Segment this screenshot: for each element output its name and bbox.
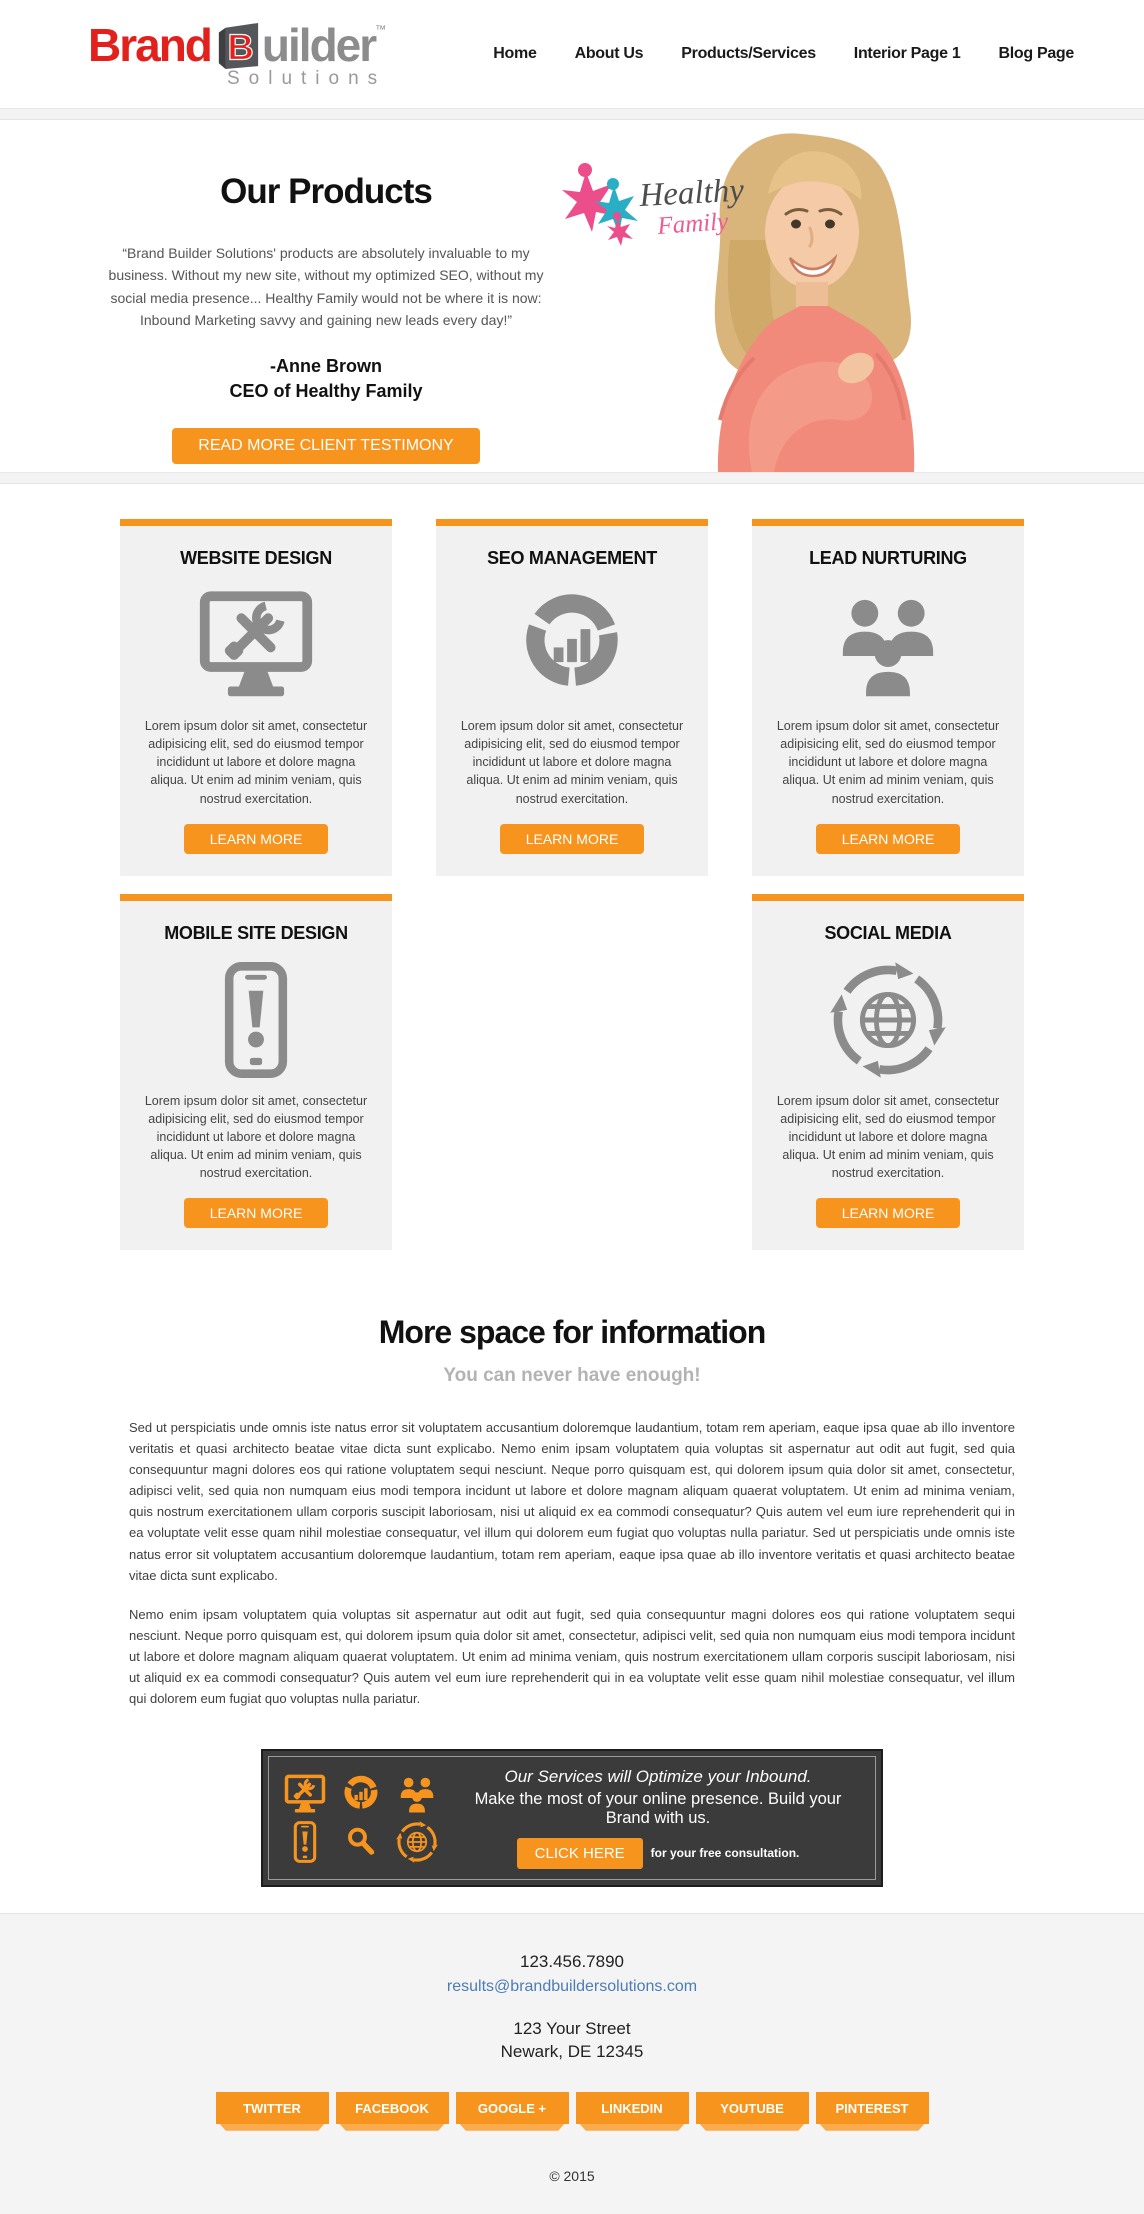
facebook-button[interactable]: FACEBOOK — [336, 2092, 449, 2124]
monitor-tools-icon — [283, 1772, 327, 1816]
phone-alert-icon — [138, 956, 374, 1084]
learn-more-button-lead-nurturing[interactable]: LEARN MORE — [816, 824, 961, 854]
card-seo-management — [436, 519, 708, 876]
card-lead-nurturing — [752, 519, 1024, 876]
banner-subheadline: Make the most of your online presence. Build your Brand with us. — [474, 1789, 842, 1827]
monitor-tools-icon — [138, 581, 374, 709]
pinterest-button[interactable]: PINTEREST — [816, 2092, 929, 2124]
footer-address-line2: Newark, DE 12345 — [500, 2041, 644, 2061]
nav-item-products-services[interactable]: Products/Services — [681, 45, 816, 62]
card-description: Lorem ipsum dolor sit amet, consectetur adipisicing elit, sed do eiusmod tempor incididunt ut labore et dolore magna aliqua. Ut enim ad minim veniam, quis nostrud exercitation. — [144, 719, 368, 806]
copyright: © 2015 — [549, 2167, 595, 2184]
testimonial-quote: “Brand Builder Solutions' products are absolutely invaluable to my business. Without my new site, without my optimized SEO, without my social media presence... Healthy Family would not be where it is now: Inbound Marketing savvy and gaining new leads every day!” — [108, 245, 544, 329]
learn-more-button-website-design[interactable]: LEARN MORE — [184, 824, 329, 854]
site-footer — [0, 1913, 1144, 2214]
nav-item-about-us[interactable]: About Us — [574, 45, 644, 62]
card-description: Lorem ipsum dolor sit amet, consectetur adipisicing elit, sed do eiusmod tempor incididunt ut labore et dolore magna aliqua. Ut enim ad minim veniam, quis nostrud exercitation. — [776, 1093, 1000, 1181]
magnifier-icon — [339, 1820, 383, 1864]
divider-band-2 — [0, 472, 1144, 484]
nav-item-blog-page[interactable]: Blog Page — [998, 45, 1074, 62]
card-social-media — [752, 894, 1024, 1251]
donut-chart-icon — [339, 1772, 383, 1816]
banner-icon-grid — [283, 1772, 439, 1864]
info-section — [0, 1268, 1144, 1709]
card-title: MOBILE SITE DESIGN — [164, 922, 348, 943]
phone-alert-icon — [283, 1820, 327, 1864]
card-title: SEO MANAGEMENT — [487, 548, 657, 568]
banner-after-button-text: for your free consultation. — [650, 1846, 800, 1861]
card-description: Lorem ipsum dolor sit amet, consectetur adipisicing elit, sed do eiusmod tempor incididunt ut labore et dolore magna aliqua. Ut enim ad minim veniam, quis nostrud exercitation. — [776, 719, 1000, 806]
nav-item-home[interactable]: Home — [493, 45, 537, 62]
logo-cube-icon — [215, 20, 261, 70]
learn-more-button-social-media[interactable]: LEARN MORE — [816, 1198, 961, 1228]
card-title: LEAD NURTURING — [809, 548, 967, 568]
linkedin-button[interactable]: LINKEDIN — [576, 2092, 689, 2124]
donut-chart-icon — [454, 581, 690, 709]
learn-more-button-mobile-site-design[interactable]: LEARN MORE — [184, 1198, 329, 1228]
google-plus-button[interactable]: GOOGLE + — [456, 2092, 569, 2124]
footer-email-link[interactable]: results@brandbuildersolutions.com — [446, 1977, 698, 1995]
info-subtitle: You can never have enough! — [443, 1365, 701, 1387]
divider-band — [0, 108, 1144, 120]
brand-builder-logo[interactable] — [88, 18, 386, 90]
card-mobile-site-design — [120, 894, 392, 1251]
services-section — [0, 484, 1144, 1250]
page-title: Our Products — [220, 172, 432, 211]
click-here-button[interactable]: CLICK HERE — [517, 1838, 643, 1869]
globe-arrows-icon — [395, 1820, 439, 1864]
globe-arrows-icon — [770, 956, 1006, 1084]
card-title: WEBSITE DESIGN — [180, 548, 332, 568]
info-title: More space for information — [378, 1314, 766, 1351]
youtube-button[interactable]: YOUTUBE — [696, 2092, 809, 2124]
people-group-icon — [395, 1772, 439, 1816]
card-website-design — [120, 519, 392, 876]
cta-banner-wrapper — [0, 1727, 1144, 1913]
info-paragraph-2: Nemo enim ipsam voluptatem quia voluptas sit aspernatur aut odit aut fugit, sed quia consequuntur magni dolores eos qui ratione voluptatem sequi nesciunt. Neque porro quisquam est, qui dolorem ipsum quia dolor sit amet, consectetur, adipisci velit, sed quia non numquam eius modi tempora incidunt ut labore et dolore magnam aliquam quaerat voluptatem. Ut enim ad minima veniam, quis nostrum exercitationem ullam corporis suscipit laboriosam, nisi ut aliquid ex ea commodi consequatur? Quis autem vel eum iure reprehenderit qui in ea voluptate velit esse quam nihil molestiae consequatur, vel illum qui dolorem eum fugiat quo voluptas nulla pariatur. — [129, 1606, 1015, 1706]
card-description: Lorem ipsum dolor sit amet, consectetur adipisicing elit, sed do eiusmod tempor incididunt ut labore et dolore magna aliqua. Ut enim ad minim veniam, quis nostrud exercitation. — [144, 1093, 368, 1181]
testimonial-author-title: CEO of Healthy Family — [229, 380, 423, 401]
logo-word-brand: Brand — [88, 19, 211, 71]
svg-text:B: B — [227, 26, 254, 68]
read-more-testimony-button[interactable]: READ MORE CLIENT TESTIMONY — [172, 428, 479, 464]
logo-subtitle: Solutions — [226, 68, 387, 89]
banner-headline: Our Services will Optimize your Inbound. — [504, 1766, 812, 1786]
family-stars-icon — [562, 163, 638, 246]
logo-trademark: ™ — [375, 24, 387, 36]
testimonial-author: -Anne Brown — [270, 355, 382, 376]
card-description: Lorem ipsum dolor sit amet, consectetur adipisicing elit, sed do eiusmod tempor incididunt ut labore et dolore magna aliqua. Ut enim ad minim veniam, quis nostrud exercitation. — [460, 719, 684, 806]
hero-section — [0, 120, 1144, 472]
svg-text:Family: Family — [656, 208, 730, 240]
info-paragraph-1: Sed ut perspiciatis unde omnis iste natus error sit voluptatem accusantium doloremque laudantium, totam rem aperiam, eaque ipsa quae ab illo inventore veritatis et quasi architecto beatae vitae dicta sunt explicabo. Nemo enim ipsam voluptatem quia voluptas sit aspernatur aut odit aut fugit, sed quia consequuntur magni dolores eos qui ratione voluptatem sequi nesciunt. Neque porro quisquam est, qui dolorem ipsum quia dolor sit amet, consectetur, adipisci velit, sed quia non numquam eius modi tempora incidunt ut labore et dolore magnam aliquam quaerat voluptatem. Ut enim ad minima veniam, quis nostrum exercitationem ullam corporis suscipit laboriosam, nisi ut aliquid ex ea commodi consequatur? Quis autem vel eum iure reprehenderit qui in ea voluptate velit esse quam nihil molestiae consequatur, vel illum qui dolorem eum fugiat quo voluptas nulla pariatur. Sed ut perspiciatis unde omnis iste natus error sit voluptatem accusantium doloremque laudantium, totam rem aperiam, eaque ipsa quae ab illo inventore veritatis et quasi architecto beatae vitae dicta sunt explicabo. — [129, 1420, 1015, 1583]
healthy-family-logo — [556, 162, 772, 253]
nav-item-interior-page-1[interactable]: Interior Page 1 — [853, 45, 961, 62]
footer-phone: 123.456.7890 — [520, 1951, 624, 1971]
cta-banner — [261, 1749, 883, 1887]
logo-word-uilder: uilder — [261, 19, 376, 71]
learn-more-button-seo-management[interactable]: LEARN MORE — [500, 824, 645, 854]
card-title: SOCIAL MEDIA — [824, 922, 952, 943]
twitter-button[interactable]: TWITTER — [216, 2092, 329, 2124]
site-header — [0, 0, 1144, 108]
footer-address-line1: 123 Your Street — [513, 2018, 631, 2038]
main-nav — [493, 45, 1074, 63]
social-buttons-row — [0, 2092, 1144, 2124]
svg-text:Healthy: Healthy — [638, 172, 745, 214]
people-group-icon — [770, 581, 1006, 709]
